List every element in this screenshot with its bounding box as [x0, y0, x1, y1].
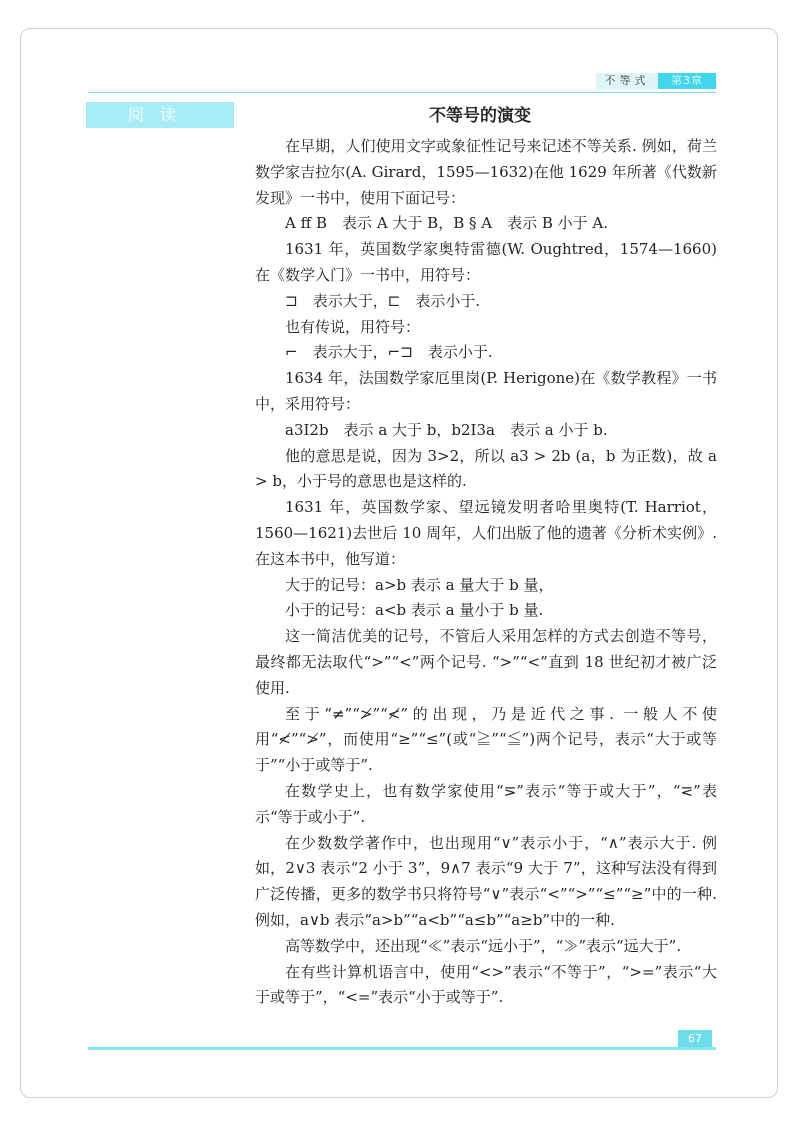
paragraph: 小于的记号：a<b 表示 a 量小于 b 量.: [285, 601, 544, 620]
header-rule: [88, 92, 716, 93]
paragraph: 1631 年，英国数学家奥特雷德(W. Oughtred，1574—1660)在《数学入门》一书中，用符号：: [255, 240, 717, 284]
paragraph: 高等数学中，还出现“≪”表示“远小于”，“≫”表示“远大于”.: [285, 936, 682, 955]
footer-rule: [88, 1047, 716, 1050]
paragraph: ⊐ 表示大于，⊏ 表示小于.: [285, 291, 481, 310]
paragraph: 至于“≠”“≯”“≮”的出现，乃是近代之事. 一般人不使用“≮”“≯”，而使用“≥”“≤”(或“≧”“≦”)两个记号，表示“大于或等于”“小于或等于”.: [255, 704, 717, 775]
chapter-number-tab: 第3章: [658, 73, 716, 89]
paragraph: 也有传说，用符号：: [285, 317, 421, 336]
paragraph: 在早期，人们使用文字或象征性记号来记述不等关系. 例如，荷兰数学家吉拉尔(A. Girard，1595—1632)在他 1629 年所著《代数新发现》一书中，使用下面记号：: [255, 137, 717, 207]
paragraph: 他的意思是说，因为 3>2，所以 a3 > 2b (a，b 为正数)，故 a > b，小于号的意思也是这样的.: [255, 446, 717, 491]
paragraph: 大于的记号：a>b 表示 a 量大于 b 量，: [285, 575, 554, 594]
chapter-title-tab: 不等式: [596, 73, 658, 89]
reading-section-label: 阅读: [86, 102, 234, 128]
article-title: 不等号的演变: [429, 106, 531, 126]
page-number: 67: [678, 1030, 712, 1047]
paragraph: A ff B 表示 A 大于 B，B § A 表示 B 小于 A.: [285, 214, 609, 233]
header-tabs: [596, 73, 716, 89]
paragraph: 1634 年，法国数学家厄里岗(P. Herigone)在《数学教程》一书中，采用符号：: [255, 369, 717, 413]
paragraph: 这一简洁优美的记号，不管后人采用怎样的方式去创造不等号，最终都无法取代“>”“<”两个记号. “>”“<”直到 18 世纪初才被广泛使用.: [255, 627, 717, 697]
article-body: [255, 134, 717, 1011]
paragraph: 在数学史上，也有数学家使用“⋝”表示“等于或大于”，“⋜”表示“等于或小于”.: [255, 781, 717, 826]
paragraph: 1631 年，英国数学家、望远镜发明者哈里奥特(T. Harriot，1560—1621)去世后 10 周年，人们出版了他的遗著《分析术实例》. 在这本书中，他写道：: [255, 498, 717, 568]
paragraph: ⌐ 表示大于，⌐⊐ 表示小于.: [285, 343, 493, 362]
paragraph: 在少数数学著作中，也出现用“∨”表示小于，“∧”表示大于. 例如，2∨3 表示“2 小于 3”，9∧7 表示“9 大于 7”，这种写法没有得到广泛传播，更多的数学书只将符号“∨”表示“<”“>”“≤”“≥”中的一种. 例如，a∨b 表示“a>b”“a<b”“a≤b”“a≥b”中的一种.: [255, 833, 717, 929]
paragraph: a3I2b 表示 a 大于 b，b2I3a 表示 a 小于 b.: [285, 420, 608, 439]
paragraph: 在有些计算机语言中，使用“<>”表示“不等于”，“>=”表示“大于或等于”，“<=”表示“小于或等于”.: [255, 962, 717, 1007]
